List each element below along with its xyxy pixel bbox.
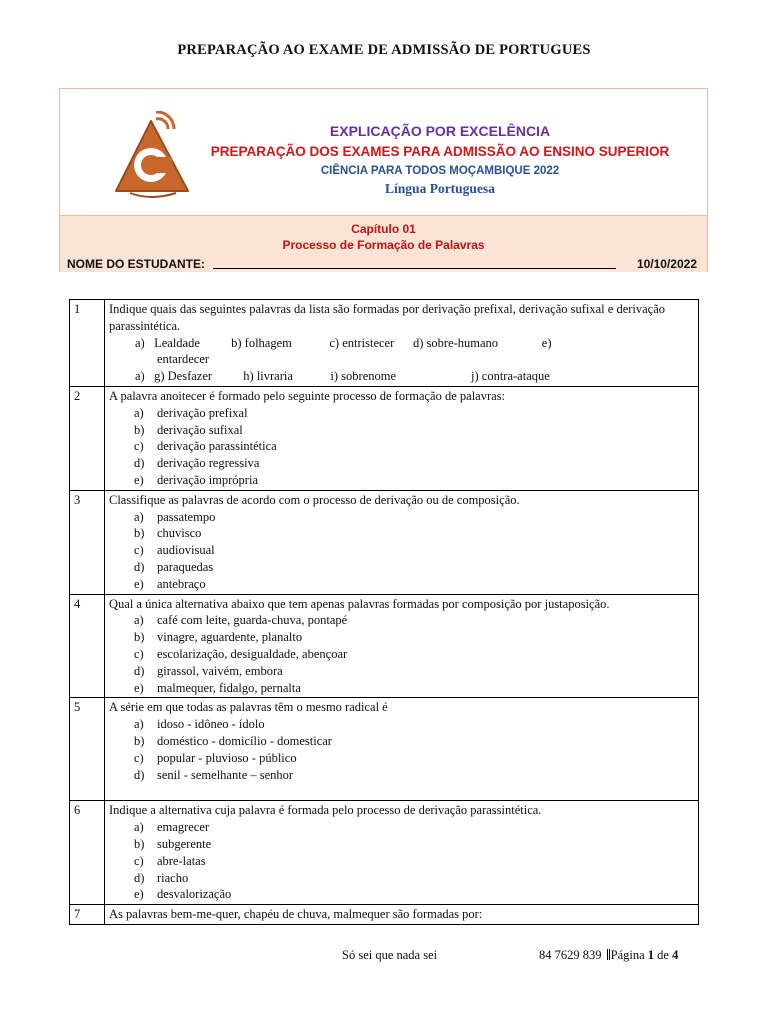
footer-motto: Só sei que nada sei (342, 948, 438, 962)
question-body (105, 698, 699, 801)
option-text: antebraço (157, 576, 206, 591)
header-org: CIÊNCIA PARA TODOS MOÇAMBIQUE 2022 (320, 165, 560, 177)
footer-page-label: Página (610, 948, 645, 962)
option-marker: a) (134, 717, 144, 732)
list-item (109, 612, 694, 629)
footer-phone: 84 7629 839 (539, 948, 602, 962)
option-line: a) Lealdade b) folhagem c) entristecer d) sobre-humano e) (135, 335, 552, 350)
question-body (105, 594, 699, 698)
question-number: 2 (70, 386, 105, 490)
question-text: A série em que todas as palavras têm o mesmo radical é (109, 700, 388, 715)
option-text: desvalorização (157, 887, 232, 902)
header-subject: Língua Portuguesa (385, 181, 495, 196)
option-text: senil - semelhante – senhor (157, 767, 294, 782)
option-text: abre-latas (157, 853, 206, 868)
option-text: derivação parassintética (157, 439, 277, 454)
footer-page-total: 4 (672, 948, 679, 962)
option-text: doméstico - domicílio - domesticar (157, 733, 332, 748)
option-marker: e) (134, 472, 144, 487)
option-marker: c) (134, 853, 144, 868)
question-number: 1 (70, 300, 105, 387)
question-text: As palavras bem-me-quer, chapéu de chuva, malmequer são formadas por: (109, 907, 483, 922)
footer-page-number: 1 (647, 948, 655, 962)
questions-table (69, 299, 699, 925)
option-text: girassol, vaivém, embora (157, 663, 283, 678)
list-item (109, 870, 694, 887)
footer-separator (609, 949, 610, 960)
date-label: 10/10/2022 (636, 257, 697, 271)
option-text: paraquedas (157, 559, 214, 574)
student-name-line (213, 268, 616, 269)
option-list (109, 612, 694, 696)
list-item (109, 819, 694, 836)
question-row (70, 490, 699, 594)
list-item (109, 438, 694, 455)
list-item (109, 886, 694, 903)
option-marker: b) (134, 630, 145, 645)
list-item (109, 525, 694, 542)
option-line: a) g) Desfazer h) livraria i) sobrenome j) contra-ataque (135, 369, 550, 384)
option-line: entardecer (157, 352, 210, 367)
option-list (109, 819, 694, 903)
option-text: vinagre, aguardente, planalto (157, 630, 303, 645)
option-text: derivação prefixal (157, 405, 248, 420)
list-item (109, 680, 694, 697)
option-marker: b) (134, 836, 145, 851)
option-marker: c) (134, 646, 144, 661)
option-marker: d) (134, 767, 145, 782)
list-item (109, 836, 694, 853)
option-text: riacho (157, 870, 189, 885)
list-item (109, 716, 694, 733)
option-marker: b) (134, 422, 145, 437)
option-marker: b) (134, 733, 145, 748)
option-text: café com leite, guarda-chuva, pontapé (157, 613, 348, 628)
option-marker: a) (134, 820, 144, 835)
chapter-topic: Processo de Formação de Palavras (282, 238, 485, 252)
option-marker: d) (134, 559, 145, 574)
list-item (109, 767, 694, 784)
question-row (70, 594, 699, 698)
option-marker: d) (134, 456, 145, 471)
document-title: PREPARAÇÃO AO EXAME DE ADMISSÃO DE PORTUGUES (177, 42, 591, 58)
option-text: chuvisco (157, 526, 202, 541)
list-item (109, 629, 694, 646)
question-row (70, 300, 699, 387)
question-number: 5 (70, 698, 105, 801)
question-body (105, 905, 699, 925)
question-row (70, 386, 699, 490)
option-text: derivação regressiva (157, 456, 260, 471)
header-subtitle: PREPARAÇÃO DOS EXAMES PARA ADMISSÃO AO ENSINO SUPERIOR (210, 144, 670, 159)
list-item (109, 750, 694, 767)
option-marker: e) (134, 576, 144, 591)
question-body (105, 386, 699, 490)
chapter-label: Capítulo 01 (351, 222, 416, 236)
option-text: escolarização, desigualdade, abençoar (157, 646, 348, 661)
header-title: EXPLICAÇÃO POR EXCELÊNCIA (329, 123, 551, 139)
option-text: malmequer, fidalgo, pernalta (157, 680, 301, 695)
option-text: derivação sufixal (157, 422, 243, 437)
logo-icon (110, 111, 192, 199)
question-body (105, 801, 699, 905)
option-text: subgerente (157, 836, 212, 851)
option-marker: a) (134, 405, 144, 420)
question-text: A palavra anoitecer é formado pelo seguinte processo de formação de palavras: (109, 388, 506, 403)
list-item (109, 405, 694, 422)
question-row (70, 698, 699, 801)
question-number: 6 (70, 801, 105, 905)
list-item (109, 646, 694, 663)
question-text: Indique quais das seguintes palavras da lista são formadas por derivação prefixal, derivação sufixal e derivação parassintética. (109, 302, 666, 333)
option-list (109, 509, 694, 593)
option-text: emagrecer (157, 820, 210, 835)
option-marker: c) (134, 543, 144, 558)
list-item (109, 559, 694, 576)
list-item (109, 853, 694, 870)
student-name-label: NOME DO ESTUDANTE: (67, 257, 205, 271)
option-marker: a) (134, 613, 144, 628)
option-text: audiovisual (157, 543, 215, 558)
header-box (59, 88, 708, 272)
footer-of-label: de (657, 948, 669, 962)
option-marker: e) (134, 887, 144, 902)
option-list (109, 716, 694, 783)
question-row (70, 801, 699, 905)
list-item (109, 542, 694, 559)
option-marker: b) (134, 526, 145, 541)
footer-separator (607, 949, 608, 960)
question-number: 7 (70, 905, 105, 925)
question-number: 4 (70, 594, 105, 698)
question-text: Indique a alternativa cuja palavra é formada pelo processo de derivação parassintética. (109, 803, 542, 818)
question-body (105, 300, 699, 387)
option-text: passatempo (157, 509, 216, 524)
list-item (109, 733, 694, 750)
option-text: popular - pluvioso - público (157, 750, 297, 765)
option-marker: d) (134, 663, 145, 678)
question-number: 3 (70, 490, 105, 594)
list-item (109, 422, 694, 439)
question-row (70, 905, 699, 925)
question-text: Qual a única alternativa abaixo que tem apenas palavras formadas por composição por justaposição. (109, 596, 610, 611)
list-item (109, 576, 694, 593)
question-body (105, 490, 699, 594)
option-marker: a) (134, 509, 144, 524)
footer-page-info (539, 948, 678, 963)
option-marker: c) (134, 750, 144, 765)
option-text: idoso - idôneo - ídolo (157, 717, 265, 732)
option-marker: c) (134, 439, 144, 454)
option-marker: d) (134, 870, 145, 885)
chapter-band (60, 215, 707, 272)
list-item (109, 472, 694, 489)
list-item (109, 509, 694, 526)
question-text: Classifique as palavras de acordo com o processo de derivação ou de composição. (109, 492, 520, 507)
option-marker: e) (134, 680, 144, 695)
list-item (109, 455, 694, 472)
option-text: derivação imprópria (157, 472, 258, 487)
option-list (109, 405, 694, 489)
list-item (109, 663, 694, 680)
